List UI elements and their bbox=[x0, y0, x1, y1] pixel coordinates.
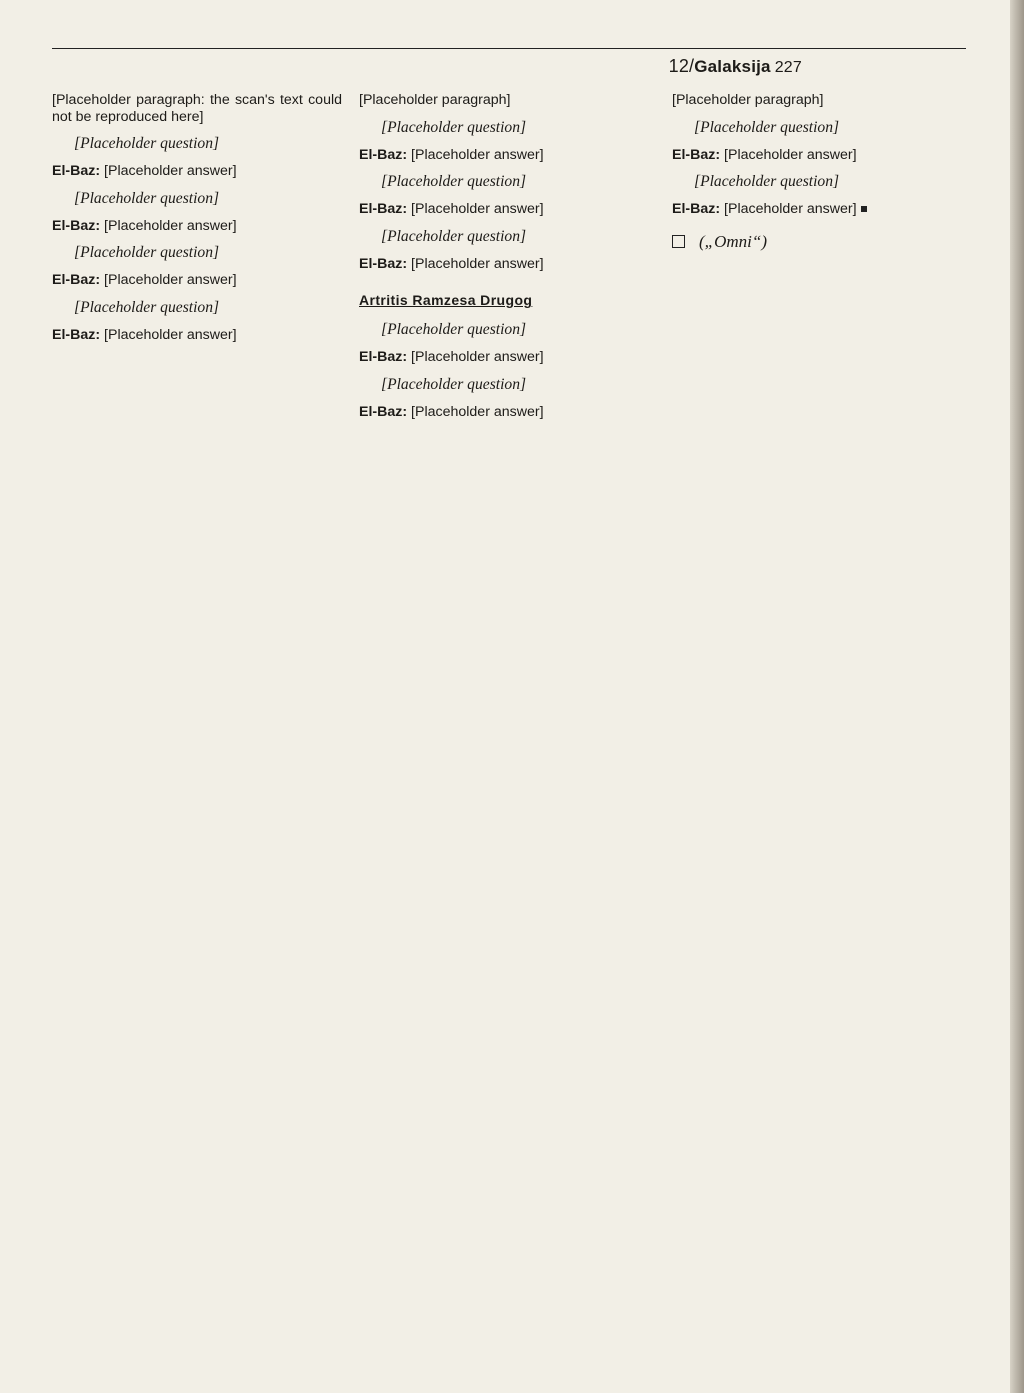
answer-text: [Placeholder answer] bbox=[411, 348, 544, 365]
interview-question: [Placeholder question] bbox=[74, 244, 220, 262]
answer-text: [Placeholder answer] bbox=[104, 326, 237, 343]
interview-answer bbox=[52, 218, 342, 235]
answer-text: [Placeholder answer] bbox=[411, 201, 544, 218]
speaker-label: El-Baz: bbox=[359, 403, 408, 420]
source-byline bbox=[672, 231, 964, 251]
page-number: 227 bbox=[774, 59, 802, 76]
answer-text: [Placeholder answer] bbox=[104, 217, 237, 234]
interview-question: [Placeholder question] bbox=[694, 118, 840, 136]
answer-text: [Placeholder answer] bbox=[104, 163, 237, 180]
speaker-label: El-Baz: bbox=[672, 146, 721, 163]
interview-question: [Placeholder question] bbox=[694, 173, 840, 191]
body-paragraph: [Placeholder paragraph: the scan's text could not be reproduced here] bbox=[52, 92, 342, 125]
interview-question: [Placeholder question] bbox=[381, 173, 527, 191]
interview-question: [Placeholder question] bbox=[74, 298, 220, 316]
speaker-label: El-Baz: bbox=[359, 255, 408, 272]
interview-question: [Placeholder question] bbox=[381, 227, 527, 245]
interview-answer bbox=[672, 201, 964, 218]
speaker-label: El-Baz: bbox=[672, 201, 721, 218]
article-column-1 bbox=[52, 92, 342, 354]
body-paragraph: [Placeholder paragraph] bbox=[672, 92, 824, 108]
interview-answer bbox=[359, 349, 649, 366]
interview-answer bbox=[359, 147, 649, 164]
magazine-name: Galaksija bbox=[694, 57, 771, 76]
interview-question: [Placeholder question] bbox=[381, 320, 527, 338]
answer-text: [Placeholder answer] bbox=[411, 403, 544, 420]
interview-question: [Placeholder question] bbox=[74, 135, 220, 153]
interview-question: [Placeholder question] bbox=[381, 118, 527, 136]
speaker-label: El-Baz: bbox=[52, 326, 101, 343]
end-of-article-icon bbox=[861, 206, 867, 212]
article-column-3 bbox=[672, 92, 964, 250]
interview-answer bbox=[359, 256, 649, 273]
interview-question: [Placeholder question] bbox=[381, 375, 527, 393]
speaker-label: El-Baz: bbox=[52, 272, 101, 289]
interview-answer bbox=[52, 272, 342, 289]
answer-text: [Placeholder answer] bbox=[411, 255, 544, 272]
interview-answer bbox=[359, 201, 649, 218]
page-header bbox=[669, 56, 802, 77]
answer-text: [Placeholder answer] bbox=[724, 146, 857, 163]
speaker-label: El-Baz: bbox=[359, 201, 408, 218]
issue-number: 12/ bbox=[668, 56, 695, 76]
interview-answer bbox=[52, 327, 342, 344]
interview-answer bbox=[672, 147, 964, 164]
body-paragraph: [Placeholder paragraph] bbox=[359, 92, 511, 108]
answer-text: [Placeholder answer] bbox=[724, 201, 857, 218]
interview-answer bbox=[359, 404, 649, 421]
interview-answer bbox=[52, 163, 342, 180]
article-column-2 bbox=[359, 92, 649, 430]
interview-question: [Placeholder question] bbox=[74, 189, 220, 207]
section-subhead: Artritis Ramzesa Drugog bbox=[359, 292, 533, 309]
answer-text: [Placeholder answer] bbox=[104, 272, 237, 289]
speaker-label: El-Baz: bbox=[52, 163, 101, 180]
speaker-label: El-Baz: bbox=[359, 146, 408, 163]
speaker-label: El-Baz: bbox=[52, 217, 101, 234]
byline-text: („Omni“) bbox=[699, 231, 768, 251]
checkbox-square-icon bbox=[672, 235, 685, 248]
header-rule bbox=[52, 48, 966, 49]
page-spine-shadow bbox=[1010, 0, 1024, 1393]
answer-text: [Placeholder answer] bbox=[411, 146, 544, 163]
speaker-label: El-Baz: bbox=[359, 348, 408, 365]
